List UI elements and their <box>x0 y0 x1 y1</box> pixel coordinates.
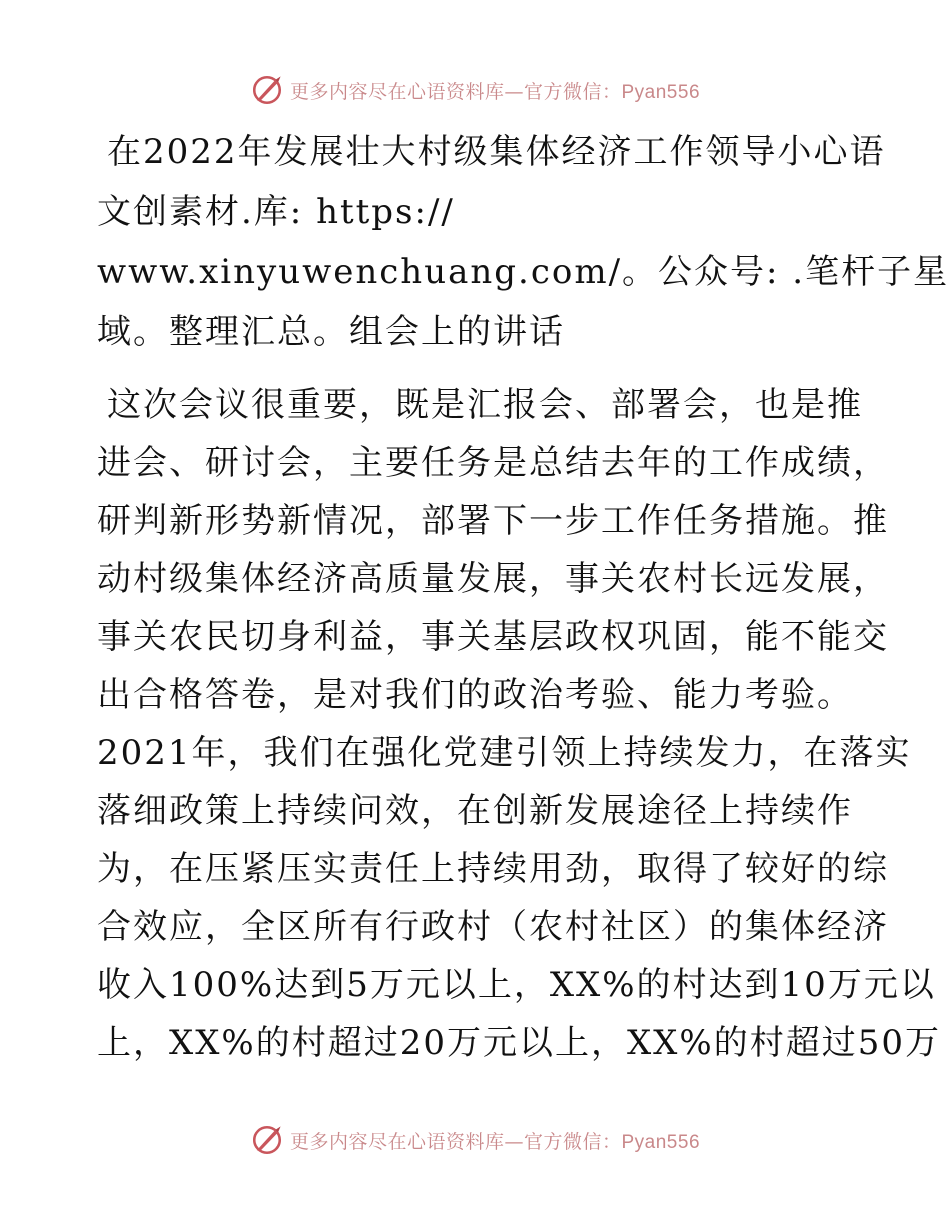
paragraph-line: 2021年，我们在强化党建引领上持续发力，在落实 <box>97 733 912 773</box>
paragraph-line: 出合格答卷，是对我们的政治考验、能力考验。 <box>97 675 853 715</box>
footer-watermark-banner <box>0 1120 950 1160</box>
paragraph-line: 动村级集体经济高质量发展，事关农村长远发展， <box>97 559 889 599</box>
quill-pen-logo-icon <box>250 1123 284 1157</box>
wechat-id: Pyan556 <box>621 1131 701 1153</box>
banner-text: 更多内容尽在心语资料库—官方微信： <box>289 80 622 103</box>
title-line: 在2022年发展壮大村级集体经济工作领导小心语 <box>107 132 886 172</box>
paragraph-line: 上，XX%的村超过20万元以上，XX%的村超过50万 <box>97 1023 941 1063</box>
title-line: www.xinyuwenchuang.com/。公众号: .笔杆子星 <box>97 252 950 292</box>
document-body <box>97 122 950 1072</box>
paragraph-line: 进会、研讨会，主要任务是总结去年的工作成绩， <box>97 443 889 483</box>
document-paragraph <box>97 376 941 1072</box>
document-title <box>97 122 950 362</box>
title-line: 域。整理汇总。组会上的讲话 <box>97 312 565 352</box>
banner-text: 更多内容尽在心语资料库—官方微信： <box>289 1130 622 1153</box>
paragraph-line: 合效应，全区所有行政村（农村社区）的集体经济 <box>97 907 889 947</box>
paragraph-line: 收入100%达到5万元以上，XX%的村达到10万元以 <box>97 965 936 1005</box>
title-line: 文创素材.库: https:// <box>97 192 455 232</box>
paragraph-line: 为，在压紧压实责任上持续用劲，取得了较好的综 <box>97 849 889 889</box>
paragraph-line: 事关农民切身利益，事关基层政权巩固，能不能交 <box>97 617 889 657</box>
paragraph-line: 研判新形势新情况，部署下一步工作任务措施。推 <box>97 501 889 541</box>
wechat-id: Pyan556 <box>621 81 701 103</box>
paragraph-line: 落细政策上持续问效，在创新发展途径上持续作 <box>97 791 853 831</box>
quill-pen-logo-icon <box>250 73 284 107</box>
paragraph-line: 这次会议很重要，既是汇报会、部署会，也是推 <box>107 385 863 425</box>
header-watermark-banner <box>0 70 950 110</box>
